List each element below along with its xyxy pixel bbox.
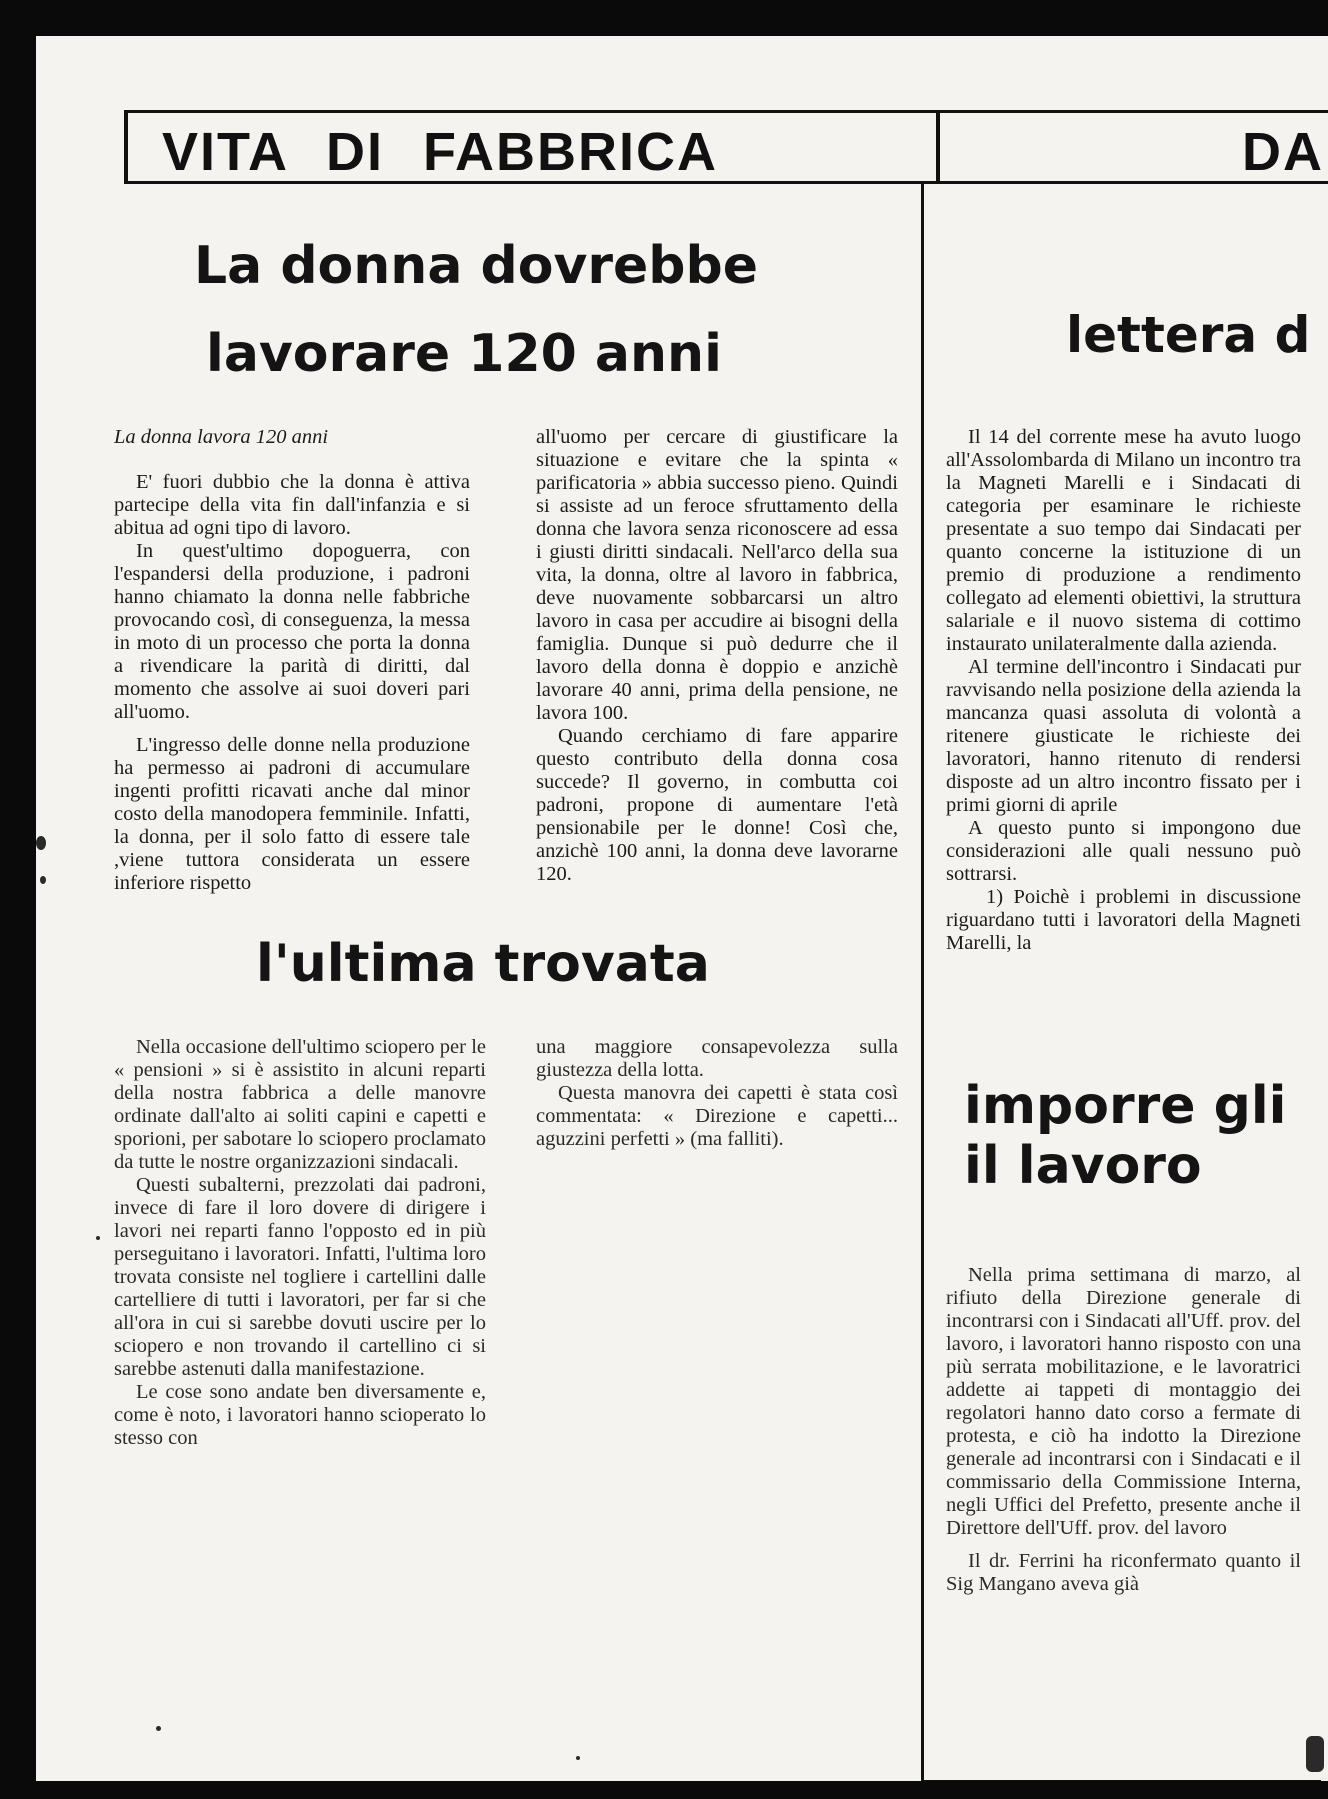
column-divider	[921, 184, 924, 1781]
article3-paragraph: A questo punto si impongono due considerazioni alle quali nessuno può sottrarsi.	[946, 817, 1301, 885]
section-title-left: VITA DI FABBRICA	[162, 122, 718, 182]
article4-column	[946, 1264, 1301, 1596]
article2-column1	[114, 1036, 486, 1450]
article3-paragraph: 1) Poichè i problemi in discussione riguardano tutti i lavoratori della Magneti Marelli, la	[946, 886, 1301, 954]
ink-speck	[1306, 1736, 1324, 1772]
article1-paragraph: L'ingresso delle donne nella produzione ha permesso ai padroni di accumulare ingenti profitti ricavati anche dal minor costo della manodopera femminile. Infatti, la donna, per il solo fatto di essere tale ,viene tuttora considerata un essere inferiore rispetto	[114, 734, 470, 894]
article2-headline: l'ultima trovata	[256, 934, 710, 994]
article4-paragraph: Nella prima settimana di marzo, al rifiuto della Direzione generale di incontrarsi con i Sindacati all'Uff. prov. del lavoro, i lavoratori hanno risposto con una più serrata mobilitazione, e le lavoratrici addette ai tappeti di montaggio dei regolatori hanno dato corso a fermate di protesta, e ciò ha indotto la Direzione generale ad incontrarsi con i Sindacati e il commissario della Commissione Interna, negli Uffici del Prefetto, presente anche il Direttore dell'Uff. prov. del lavoro	[946, 1264, 1301, 1539]
article1-paragraph: all'uomo per cercare di giustificare la situazione e evitare che la spinta « parificatoria » abbia successo pieno. Quindi si assiste ad un feroce sfruttamento della donna che lavora senza riconoscere ad essa i giusti diritti sindacali. Nell'arco della sua vita, la donna, oltre al lavoro in fabbrica, deve nuovamente sobbarcarsi un altro lavoro in casa per accudire ai bisogni della famiglia. Dunque si può dedurre che il lavoro della donna è doppio e anzichè lavorare 40 anni, prima della pensione, ne lavora 100.	[536, 426, 898, 724]
article2-paragraph: Le cose sono andate ben diversamente e, come è noto, i lavoratori hanno scioperato lo stesso con	[114, 1381, 486, 1449]
ink-speck	[96, 1236, 100, 1240]
ink-speck	[40, 876, 46, 884]
article3-column	[946, 426, 1301, 955]
article1-paragraph: Quando cerchiamo di fare apparire questo contributo della donna cosa succede? Il governo, in combutta coi padroni, propone di aumentare l'età pensionabile per le donne! Così che, anzichè 100 anni, la donna deve lavorarne 120.	[536, 725, 898, 885]
article2-paragraph: Questa manovra dei capetti è stata così commentata: « Direzione e capetti... aguzzini perfetti » (ma falliti).	[536, 1082, 898, 1150]
ink-speck	[576, 1756, 580, 1760]
article1-byline: La donna lavora 120 anni	[114, 426, 329, 448]
article2-paragraph: una maggiore consapevolezza sulla giustezza della lotta.	[536, 1036, 898, 1081]
article2-paragraph: Questi subalterni, prezzolati dai padroni, invece di fare il loro dovere di dirigere i lavori nei reparti fanno l'opposto ed in più perseguitano i lavoratori. Infatti, l'ultima loro trovata consiste nel togliere i cartellini dalle cartelliere di tutti i lavoratori, per far si che all'ora in cui si sarebbe dovuti uscire per lo sciopero e non trovando il cartellino ci si sarebbe astenuti dalla manifestazione.	[114, 1174, 486, 1380]
section-banner-left	[124, 110, 939, 184]
ink-speck	[156, 1726, 161, 1731]
article1-column2	[536, 426, 898, 886]
article4-headline-line2: il lavoro	[964, 1136, 1202, 1196]
article1-paragraph: In quest'ultimo dopoguerra, con l'espandersi della produzione, i padroni hanno chiamato la donna nelle fabbriche provocando così, di conseguenza, la messa in moto di un processo che porta la donna a rivendicare la parità di diritti, dal momento che assolve ai suoi doveri pari all'uomo.	[114, 540, 470, 723]
article1-headline-line1: La donna dovrebbe	[194, 236, 758, 296]
article3-paragraph: Il 14 del corrente mese ha avuto luogo all'Assolombarda di Milano un incontro tra la Magneti Marelli e i Sindacati di categoria per esaminare le richieste presentate a suo tempo dai Sindacati per quanto concerne la istituzione di un premio di produzione a rendimento collegato ad elementi obiettivi, la struttura salariale e il nuovo sistema di cottimo instaurato unilateralmente dalla azienda.	[946, 426, 1301, 655]
article1-paragraph: E' fuori dubbio che la donna è attiva partecipe della vita fin dall'infanzia e si abitua ad ogni tipo di lavoro.	[114, 471, 470, 539]
bottom-rule	[921, 1780, 1321, 1781]
article4-paragraph: Il dr. Ferrini ha riconfermato quanto il Sig Mangano aveva già	[946, 1550, 1301, 1595]
article3-headline: lettera d	[1066, 306, 1311, 364]
ink-speck	[36, 836, 46, 850]
article2-column2	[536, 1036, 898, 1151]
newspaper-page	[36, 36, 1328, 1781]
article1-column1	[114, 426, 470, 895]
article1-headline-line2: lavorare 120 anni	[206, 324, 722, 384]
article4-headline-line1: imporre gli	[964, 1076, 1287, 1136]
section-title-right: DA	[1242, 122, 1324, 182]
section-banner-right	[936, 110, 1328, 184]
article2-paragraph: Nella occasione dell'ultimo sciopero per le « pensioni » si è assistito in alcuni reparti della nostra fabbrica a delle manovre ordinate dall'alto ai soliti capini e capetti e sporioni, per sabotare lo sciopero proclamato da tutte le nostre organizzazioni sindacali.	[114, 1036, 486, 1173]
article3-paragraph: Al termine dell'incontro i Sindacati pur ravvisando nella posizione della azienda la mancanza quasi assoluta di volontà a ritenere giusticate le richieste dei lavoratori, hanno ritenuto di rendersi disposte ad un altro incontro fissato per i primi giorni di aprile	[946, 656, 1301, 816]
